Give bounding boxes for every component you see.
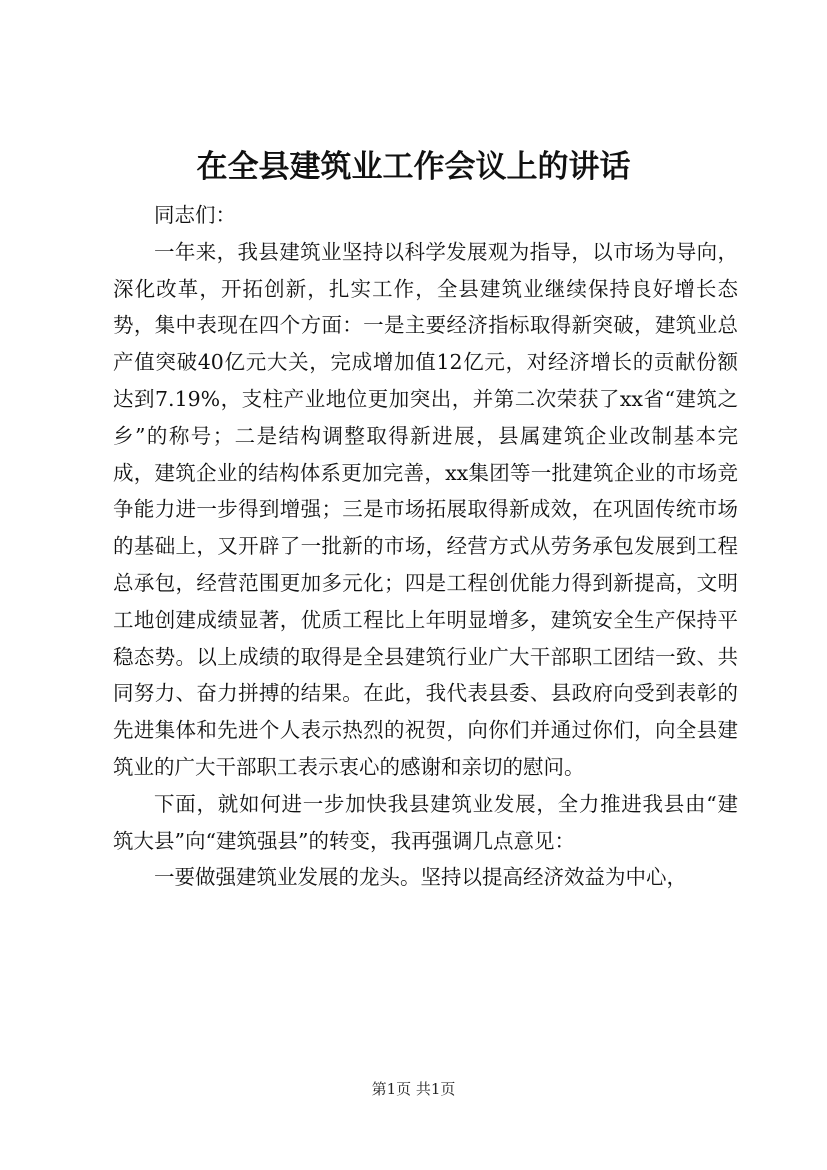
body-paragraph: 下面，就如何进一步加快我县建筑业发展，全力推进我县由“建筑大县”向“建筑强县”的转变，我再强调几点意见： (113, 791, 738, 853)
page-footer: 第1页 共1页 (371, 1080, 456, 1098)
body-paragraph: 一年来，我县建筑业坚持以科学发展观为指导，以市场为导向，深化改革，开拓创新，扎实工作，全县建筑业继续保持良好增长态势，集中表现在四个方面：一是主要经济指标取得新突破，建筑业总产值突破40亿元大关，完成增加值12亿元，对经济增长的贡献份额达到7.19%，支柱产业地位更加突出，并第二次荣获了xx省“建筑之乡”的称号；二是结构调整取得新进展，县属建筑企业改制基本完成，建筑企业的结构体系更加完善，xx集团等一批建筑企业的市场竞争能力进一步得到增强；三是市场拓展取得新成效，在巩固传统市场的基础上，又开辟了一批新的市场，经营方式从劳务承包发展到工程总承包，经营范围更加多元化；四是工程创优能力得到新提高，文明工地创建成绩显著，优质工程比上年明显增多，建筑安全生产保持平稳态势。以上成绩的取得是全县建筑行业广大干部职工团结一致、共同努力、奋力拼搏的结果。在此，我代表县委、县政府向受到表彰的先进集体和先进个人表示热烈的祝贺，向你们并通过你们，向全县建筑业的广大干部职工表示衷心的感谢和亲切的慰问。 (113, 239, 738, 779)
salutation-paragraph: 同志们： (154, 203, 236, 227)
document-title: 在全县建筑业工作会议上的讲话 (196, 149, 631, 185)
document-body (113, 197, 738, 896)
body-paragraph: 一要做强建筑业发展的龙头。坚持以提高经济效益为中心， (154, 865, 687, 890)
